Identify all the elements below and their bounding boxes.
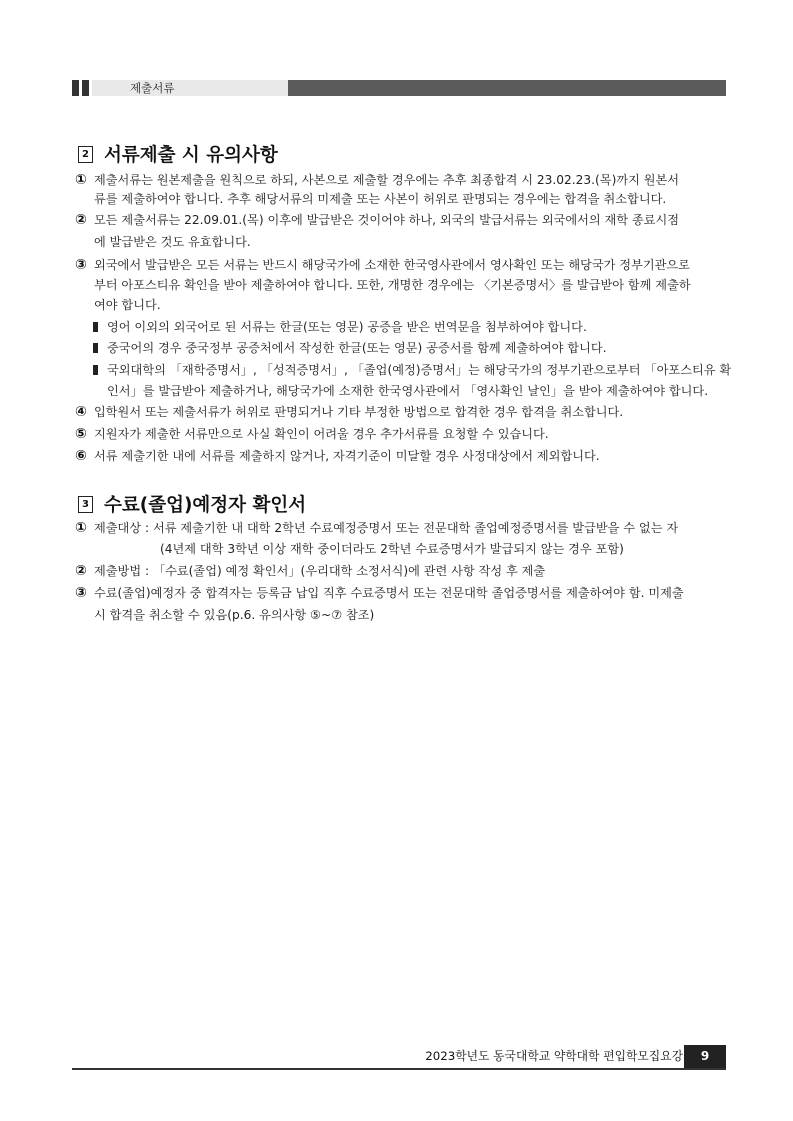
bullet-text: 인서」를 발급받아 제출하거나, 해당국가에 소재한 한국영사관에서 「영사확인 날인」을 받아 제출하여야 합니다. [107,384,709,398]
section-3-heading [78,491,306,517]
bullet-text: 국외대학의 「재학증명서」, 「성적증명서」, 「졸업(예정)증명서」는 해당국가의 정부기관으로부터 「아포스티유 확 [107,363,732,377]
item-text: 시 합격을 취소할 수 있음(p.6. 유의사항 ⑤~⑦ 참조) [94,608,375,622]
item-text: 제출서류는 원본제출을 원칙으로 하되, 사본으로 제출할 경우에는 추후 최종합격 시 23.02.23.(목)까지 원본서 [94,173,680,187]
item-text: 지원자가 제출한 서류만으로 사실 확인이 어려울 경우 추가서류를 요청할 수 있습니다. [94,427,549,441]
item-number: ① [75,172,87,188]
item-number: ③ [75,257,87,273]
item-number: ④ [75,404,87,420]
item-text: 부터 아포스티유 확인을 받아 제출하여야 합니다. 또한, 개명한 경우에는 〈기본증명서〉를 발급받아 함께 제출하 [94,278,691,292]
item-text: 제출방법 : 「수료(졸업) 예정 확인서」(우리대학 소정서식)에 관련 사항 작성 후 제출 [94,564,546,578]
header-mark [82,80,89,96]
section-2-heading [78,141,278,167]
header-bar [288,80,726,96]
section-number-box: 2 [78,146,93,163]
header-mark [72,80,79,96]
bullet-text: 중국어의 경우 중국정부 공증처에서 작성한 한글(또는 영문) 공증서를 함께 제출하여야 합니다. [107,341,607,355]
item-number: ⑥ [75,448,87,464]
footer-rule [72,1068,726,1070]
item-number: ② [75,212,87,228]
bullet-text: 영어 이외의 외국어로 된 서류는 한글(또는 영문) 공증을 받은 번역문을 첨부하여야 합니다. [107,320,587,334]
bullet-square [93,343,98,353]
section-title: 서류제출 시 유의사항 [104,145,278,166]
section-number-box: 3 [78,496,93,513]
item-number: ① [75,520,87,536]
bullet-square [93,365,98,375]
item-number: ③ [75,585,87,601]
header-label: 제출서류 [92,80,288,96]
section-title: 수료(졸업)예정자 확인서 [104,495,307,516]
footer-title: 2023학년도 동국대학교 약학대학 편입학모집요강 [425,1049,683,1063]
item-text: 서류 제출기한 내에 서류를 제출하지 않거나, 자격기준이 미달할 경우 사정대상에서 제외합니다. [94,449,600,463]
page-header [72,80,726,96]
item-text: 수료(졸업)예정자 중 합격자는 등록금 납입 직후 수료증명서 또는 전문대학 졸업증명서를 제출하여야 함. 미제출 [94,586,684,600]
item-text: 류를 제출하여야 합니다. 추후 해당서류의 미제출 또는 사본이 허위로 판명되는 경우에는 합격을 취소합니다. [94,192,667,206]
item-text: 제출대상 : 서류 제출기한 내 대학 2학년 수료예정증명서 또는 전문대학 졸업예정증명서를 발급받을 수 없는 자 [94,521,679,535]
bullet-square [93,322,98,332]
item-text: 에 발급받은 것도 유효합니다. [94,235,251,249]
item-number: ② [75,563,87,579]
page-number: 9 [684,1045,726,1068]
item-text: 외국에서 발급받은 모든 서류는 반드시 해당국가에 소재한 한국영사관에서 영사확인 또는 해당국가 정부기관으로 [94,258,690,272]
item-text: 입학원서 또는 제출서류가 허위로 판명되거나 기타 부정한 방법으로 합격한 경우 합격을 취소합니다. [94,405,624,419]
item-text: 여야 합니다. [94,298,161,312]
item-text: (4년제 대학 3학년 이상 재학 중이더라도 2학년 수료증명서가 발급되지 않는 경우 포함) [160,542,624,556]
item-text: 모든 제출서류는 22.09.01.(목) 이후에 발급받은 것이어야 하나, 외국의 발급서류는 외국에서의 재학 종료시점 [94,213,680,227]
item-number: ⑤ [75,426,87,442]
